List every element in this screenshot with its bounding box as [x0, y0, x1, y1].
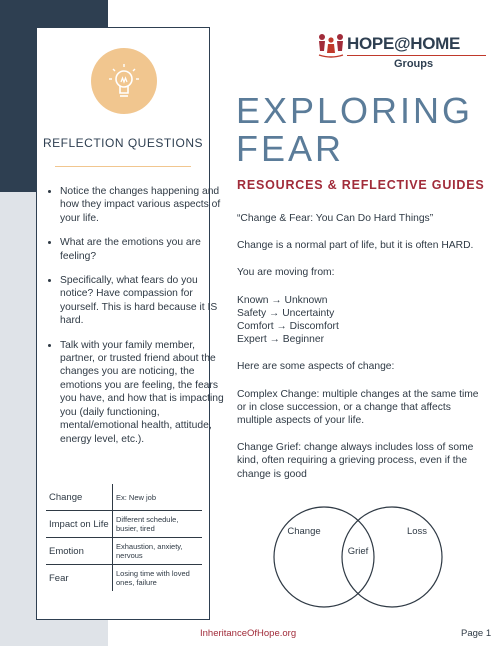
- card-title: REFLECTION QUESTIONS: [42, 136, 204, 150]
- move-list: [237, 294, 487, 347]
- brand-underline: [347, 55, 486, 56]
- table-row: [46, 565, 202, 592]
- venn-label-left: Change: [287, 526, 321, 537]
- list-item: • Notice the changes happening and how they impact various aspects of your life.: [60, 185, 225, 225]
- website-link[interactable]: InheritanceOfHope.org: [200, 628, 297, 639]
- table-label: Impact on Life: [46, 511, 113, 538]
- table-value: Losing time with loved ones, failure: [116, 569, 190, 587]
- brand-sub: Groups: [394, 58, 434, 70]
- brand-name: HOPE@HOME: [347, 34, 461, 53]
- table-label: Fear: [46, 565, 113, 592]
- table-label: Change: [46, 484, 113, 511]
- paragraph: Here are some aspects of change:: [237, 361, 395, 373]
- quote: “Change & Fear: You Can Do Hard Things”: [237, 213, 434, 224]
- change-table: [46, 484, 202, 591]
- page-subtitle: RESOURCES & REFLECTIVE GUIDES: [237, 178, 485, 192]
- table-value: Ex: New job: [113, 484, 203, 511]
- lightbulb-icon: [91, 48, 157, 114]
- reflection-card: [36, 27, 224, 620]
- table-value: Exhaustion, anxiety, nervous: [113, 538, 203, 565]
- family-icon: [316, 31, 346, 61]
- move-item: Comfort → Discomfort: [237, 321, 339, 333]
- body-text: [237, 212, 487, 495]
- table-label: Emotion: [46, 538, 113, 565]
- divider: [55, 166, 191, 167]
- list-item: • What are the emotions you are feeling?: [60, 236, 225, 263]
- page-number: Page 1: [461, 628, 492, 639]
- move-item: Expert → Beginner: [237, 334, 324, 346]
- paragraph: Change Grief: change always includes loss of some kind, often requiring a grieving process, even if the change is good: [237, 442, 474, 480]
- table-row: [46, 484, 202, 511]
- move-item: Known → Unknown: [237, 294, 328, 306]
- move-item: Safety → Uncertainty: [237, 307, 335, 319]
- paragraph: Change is a normal part of life, but it is often HARD.: [237, 240, 474, 252]
- venn-diagram: [270, 503, 446, 611]
- page-title-line1: EXPLORING: [236, 90, 474, 131]
- paragraph: Complex Change: multiple changes at the same time or in close succession, or a change that affects multiple aspects of your life.: [237, 388, 479, 427]
- venn-label-right: Loss: [406, 526, 428, 537]
- venn-label-middle: Grief: [347, 546, 369, 557]
- table-row: [46, 538, 202, 565]
- page-title-line2: FEAR: [236, 128, 345, 169]
- paragraph: You are moving from:: [237, 267, 335, 279]
- venn-circle-left: [274, 507, 374, 607]
- question-list: [42, 185, 225, 457]
- page-title: [236, 92, 473, 168]
- list-item: • Talk with your family member, partner, or trusted friend about the changes you are noticing, the emotions you are feeling, the fears you have, and how that is impacting you (daily functioning, mental/emotional health, attitude, energy level, etc.).: [60, 339, 225, 446]
- table-value: Different schedule, busier, tired: [113, 511, 203, 538]
- venn-circle-right: [342, 507, 442, 607]
- list-item: • Specifically, what fears do you notice? Have compassion for yourself. This is hard because it IS hard.: [60, 274, 225, 328]
- table-row: [46, 511, 202, 538]
